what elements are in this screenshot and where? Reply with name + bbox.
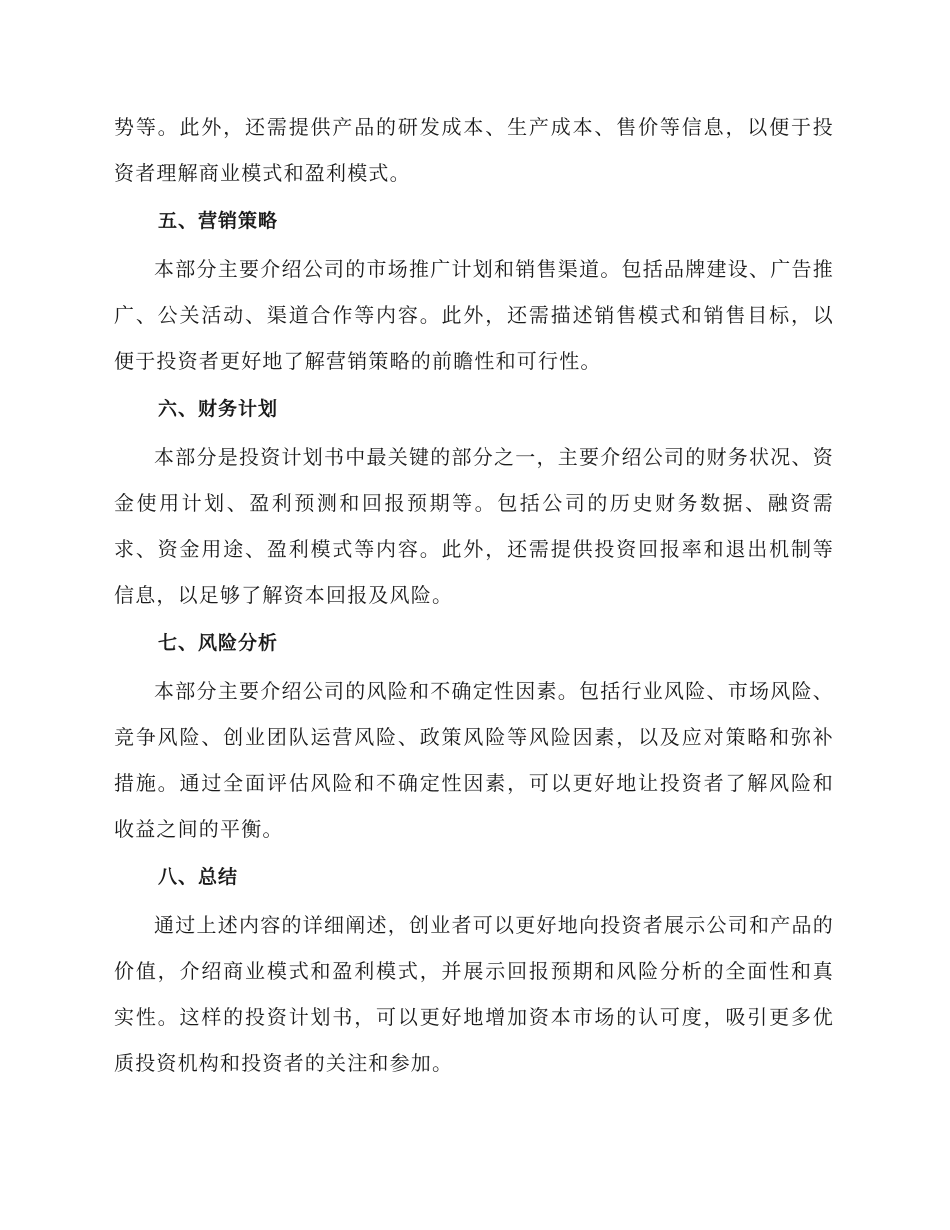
section-body-finance: 本部分是投资计划书中最关键的部分之一，主要介绍公司的财务状况、资金使用计划、盈利预测和回报预期等。包括公司的历史财务数据、融资需求、资金用途、盈利模式等内容。此外，还需提供投资回报率和退出机制等信息，以足够了解资本回报及风险。 <box>114 445 834 607</box>
document-page <box>114 104 834 1086</box>
section-heading-marketing: 五、营销策略 <box>158 210 279 232</box>
section-heading-summary: 八、总结 <box>158 866 239 888</box>
section-body-summary: 通过上述内容的详细阐述，创业者可以更好地向投资者展示公司和产品的价值，介绍商业模式和盈利模式，并展示回报预期和风险分析的全面性和真实性。这样的投资计划书，可以更好地增加资本市场的认可度，吸引更多优质投资机构和投资者的关注和参加。 <box>114 913 834 1075</box>
intro-continuation-paragraph: 势等。此外，还需提供产品的研发成本、生产成本、售价等信息，以便于投资者理解商业模式和盈利模式。 <box>114 115 834 185</box>
section-heading-risk: 七、风险分析 <box>158 632 279 654</box>
section-heading-finance: 六、财务计划 <box>158 398 279 420</box>
section-body-marketing: 本部分主要介绍公司的市场推广计划和销售渠道。包括品牌建设、广告推广、公关活动、渠道合作等内容。此外，还需描述销售模式和销售目标，以便于投资者更好地了解营销策略的前瞻性和可行性。 <box>114 257 834 373</box>
section-body-risk: 本部分主要介绍公司的风险和不确定性因素。包括行业风险、市场风险、竞争风险、创业团队运营风险、政策风险等风险因素，以及应对策略和弥补措施。通过全面评估风险和不确定性因素，可以更好地让投资者了解风险和收益之间的平衡。 <box>114 679 834 841</box>
